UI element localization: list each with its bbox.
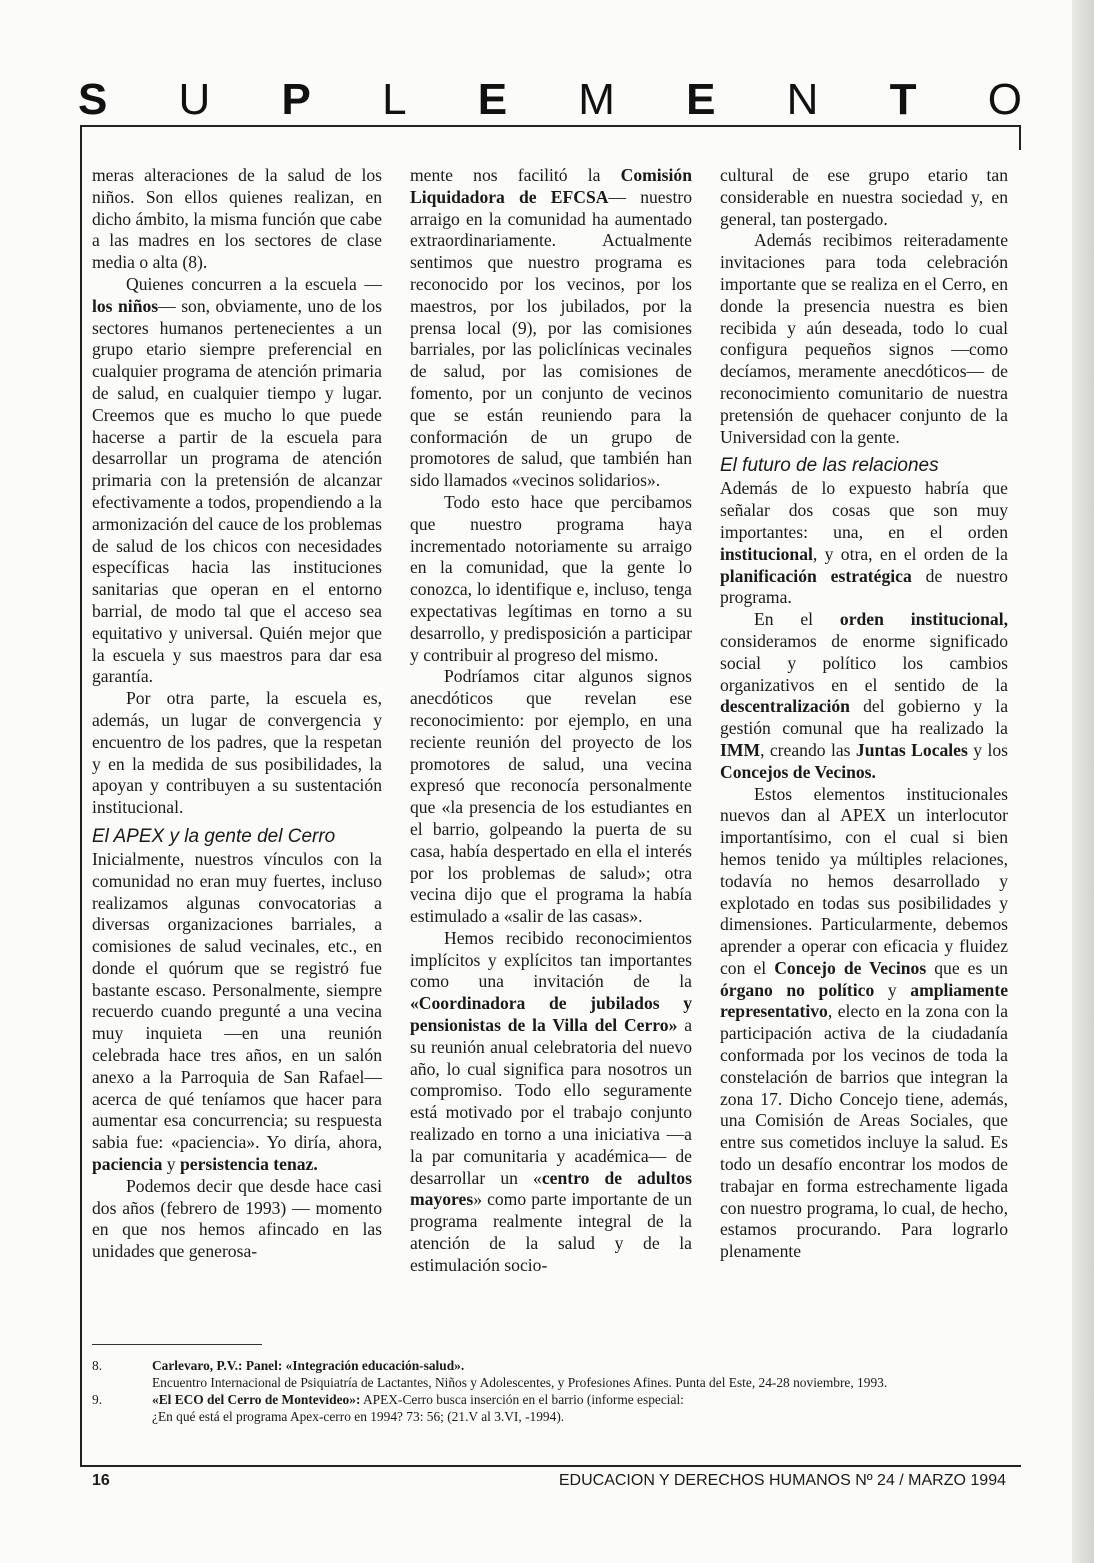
masthead-letter: P (281, 75, 311, 124)
bottom-rule (80, 1465, 1021, 1467)
paragraph: Quienes concurren a la escuela —los niños— son, obviamente, uno de los sectores humanos pertenecientes a un grupo etario siempre preferencial en cualquier programa de atención primaria de salud, en cualquier tiempo y lugar. Creemos que es mucho lo que puede hacerse a partir de la escuela para desarrollar un programa de atención primaria con la pretensión de alcanzar efectivamente a todos, propendiendo a la armonización del cauce de los problemas de salud de los chicos con necesidades específicas hacia las instituciones sanitarias que operan en el entorno barrial, de modo tal que el acceso sea equitativo y universal. Quién mejor que la escuela y sus maestros para dar esa garantía. (92, 273, 382, 687)
text-column-3 (720, 165, 1008, 1263)
page-number: 16 (92, 1472, 110, 1489)
footnotes (92, 1357, 1012, 1425)
masthead-letter: E (477, 75, 508, 124)
paragraph: Estos elementos institucionales nuevos dan al APEX un interlocutor importantísimo, con el cual si bien hemos tenido ya múltiples relaciones, todavía no hemos desarrollado y explotado en todas sus posibilidades y dimensiones. Particularmente, debemos aprender a operar con eficacia y fluidez con el Concejo de Vecinos que es un órgano no político y ampliamente representativo, electo en la zona con la participación activa de la ciudadanía conformada por los vecinos de toda la constelación de barrios que integran la zona 17. Dicho Concejo tiene, además, una Comisión de Areas Sociales, que entre sus cometidos incluye la salud. Es todo un desafío encontrar los modos de trabajar en forma estrechamente ligada con nuestro programa, lo cual, de hecho, estamos procurando. Para lograrlo plenamente (720, 783, 1009, 1262)
footnote-rule (92, 1344, 262, 1345)
footnote-text: «El ECO del Cerro de Montevideo»: APEX-Cerro busca inserción en el barrio (informe especial: ¿En qué está el programa Apex-cerro en 1994? 73: 56; (21.V al 3.VI, -1994). (152, 1392, 684, 1424)
left-rule (80, 125, 82, 1465)
page-footer (92, 1472, 1006, 1498)
masthead (78, 74, 1022, 126)
text-column-1 (92, 165, 382, 1263)
top-rule (80, 125, 1021, 127)
text-column-2 (410, 165, 692, 1277)
masthead-letter: S (78, 75, 108, 124)
footnote-number: 9. (92, 1392, 103, 1407)
masthead-letter: T (889, 75, 917, 124)
masthead-letter: N (786, 75, 819, 124)
paragraph: Todo esto hace que percibamos que nuestro programa haya incrementado notoriamente su arraigo en la comunidad, que la gente lo conozca, lo identifique e, incluso, tenga expectativas legítimas en torno a su desarrollo, y predisposición a participar y contribuir al progreso del mismo. (410, 491, 692, 665)
paragraph: Además recibimos reiteradamente invitaciones para toda celebración importante que se realiza en el Cerro, en donde la presencia nuestra es bien recibida y aún deseada, todo lo cual configura pequeños signos —como decíamos, meramente anecdóticos— de reconocimiento comunitario de nuestra pretensión de quehacer conjunto de la Universidad con la gente. (720, 230, 1008, 447)
footnote-number: 8. (92, 1358, 103, 1373)
page-edge-shadow (1072, 0, 1094, 1563)
masthead-letter: E (686, 75, 716, 124)
paragraph: meras alteraciones de la salud de los niños. Son ellos quienes realizan, en dicho ámbito, la misma función que cabe a las madres en los sectores de clase media o alta (8). (92, 165, 382, 273)
section-heading: El futuro de las relaciones (720, 455, 939, 477)
paragraph: cultural de ese grupo etario tan considerable en nuestra sociedad y, en general, tan postergado. (720, 165, 1008, 229)
paragraph: Además de lo expuesto habría que señalar dos cosas que son muy importantes: una, en el orden institucional, y otra, en el orden de la planificación estratégica de nuestro programa. (720, 478, 1008, 608)
publication-info: EDUCACION Y DERECHOS HUMANOS Nº 24 / MARZO 1994 (558, 1472, 1006, 1489)
paragraph: Inicialmente, nuestros vínculos con la comunidad no eran muy fuertes, incluso realizamos algunas convocatorias a diversas organizaciones barriales, a comisiones de salud vecinales, etc., en donde el quórum que se registró fue bastante escaso. Personalmente, siempre recuerdo cuando pregunté a una vecina muy inquieta —en una reunión celebrada hace tres años, en un salón anexo a la Parroquia de San Rafael— acerca de qué teníamos que hacer para aumentar esa concurrencia; su respuesta sabia fue: «paciencia». Yo diría, ahora, paciencia y persistencia tenaz. (92, 848, 382, 1175)
paragraph: Hemos recibido reconocimientos implícitos y explícitos tan importantes como una invitación de la «Coordinadora de jubilados y pensionistas de la Villa del Cerro» a su reunión anual celebratoria del nuevo año, lo cual significa para nosotros un compromiso. Todo ello seguramente está motivado por el trabajo conjunto realizado en torno a una iniciativa —a la par comunitaria y académica— de desarrollar un «centro de adultos mayores» como parte importante de un programa realmente integral de la atención de la salud y de la estimulación socio- (410, 927, 692, 1275)
footnote-text: Carlevaro, P.V.: Panel: «Integración educación-salud». Encuentro Internacional de Psiquiatría de Lactantes, Niños y Adolescentes, y Profesiones Afines. Punta del Este, 24-28 noviembre, 1993. (152, 1358, 888, 1390)
paragraph: mente nos facilitó la Comisión Liquidadora de EFCSA— nuestro arraigo en la comunidad ha aumentado extraordinariamente. Actualmente sentimos que nuestro programa es reconocido por los vecinos, por los maestros, por los jubilados, por la prensa local (9), por las comisiones barriales, por las policlínicas vecinales de salud, por las comisiones de fomento, por un conjunto de vecinos que se están reuniendo para la conformación de un grupo de promotores de salud, que también han sido llamados «vecinos solidarios». (410, 165, 692, 491)
masthead-letter: L (382, 75, 407, 124)
paragraph: Por otra parte, la escuela es, además, un lugar de convergencia y encuentro de los padres, que la respetan y en la medida de sus posibilidades, la apoyan y contribuyen a su sustentación institucional. (92, 688, 382, 818)
paragraph: Podríamos citar algunos signos anecdóticos que revelan ese reconocimiento: por ejemplo, en una reciente reunión del proyecto de los promotores de salud, una vecina expresó que reconocía personalmente que «la presencia de los estudiantes en el barrio, golpeando la puerta de su casa, había despertado en ella el interés por los problemas de salud»; otra vecina dijo que el programa la había estimulado a «salir de las casas». (410, 666, 692, 927)
masthead-letter: U (178, 75, 211, 124)
paragraph: En el orden institucional, consideramos de enorme significado social y político los cambios organizativos en el sentido de la descentralización del gobierno y la gestión comunal que ha realizado la IMM, creando las Juntas Locales y los Concejos de Vecinos. (720, 609, 1008, 782)
right-rule (1019, 125, 1021, 150)
footnote-8 (92, 1357, 1012, 1391)
section-heading: El APEX y la gente del Cerro (92, 825, 336, 847)
masthead-letter: M (578, 75, 615, 124)
footnote-9 (92, 1391, 1012, 1425)
paragraph: Podemos decir que desde hace casi dos años (febrero de 1993) — momento en que nos hemos afincado en las unidades que generosa- (92, 1175, 382, 1262)
masthead-letter: O (987, 75, 1022, 124)
